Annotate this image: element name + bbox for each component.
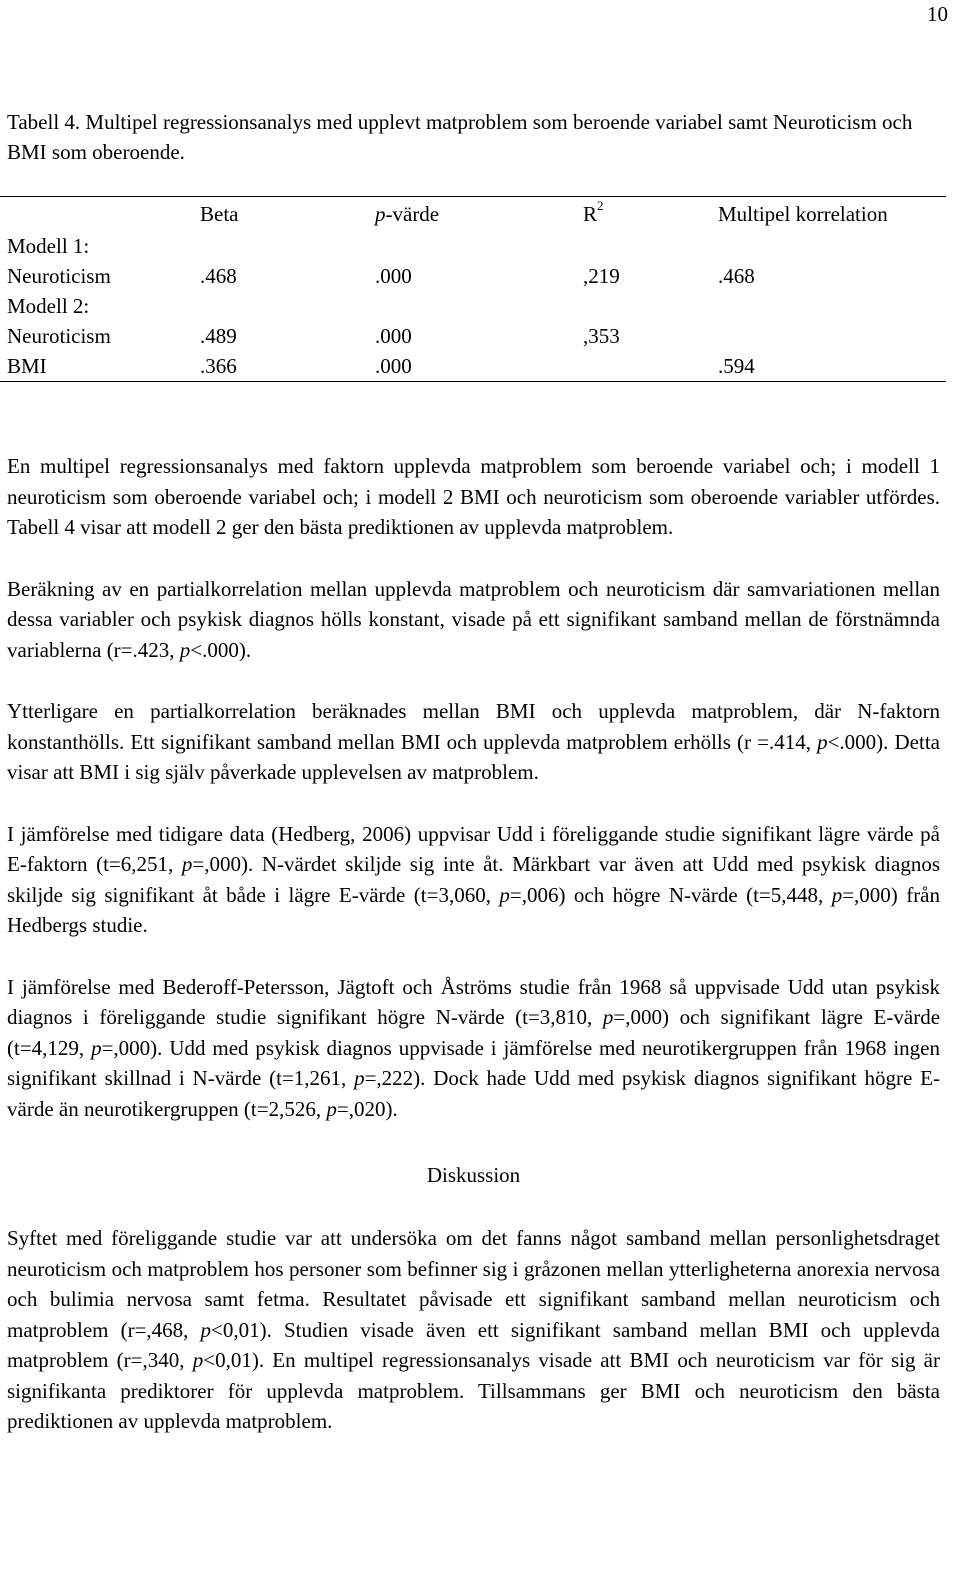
table-row (0, 321, 946, 351)
text-run: <0,01). Studien visade även ett signifikant samband mellan BMI och upplevda matproblem (r=,340, (7, 1317, 940, 1372)
section-heading: Diskussion (426, 1163, 521, 1187)
cell-p (375, 231, 583, 261)
italic-p: p (91, 1035, 102, 1060)
header-beta: Beta (200, 197, 375, 232)
row-label: Modell 2: (7, 294, 90, 318)
italic-p: p (602, 1005, 614, 1029)
text-run: <.000). Detta visar att BMI i sig själv påverkade upplevelsen av matproblem. (7, 729, 940, 784)
cell-multipel (718, 321, 946, 351)
text-run: <.000). (190, 637, 252, 662)
text-run: <0,01). En multipel regressionsanalys visade att BMI och neuroticism var för sig är signifikanta prediktorer för upplevda matproblem. Tillsammans ger BMI och neuroticism den bästa prediktionen av upplevda matproblem. (7, 1348, 940, 1433)
italic-p: p (831, 882, 843, 907)
text-run: =,000) och signifikant lägre E-värde (t=4,129, (7, 1005, 941, 1060)
cell-p: .000 (375, 351, 583, 382)
text-run: =,222). Dock hade Udd med psykisk diagnos signifikant högre E-värde än neurotikergruppen (t=2,526, (7, 1066, 940, 1121)
row-label: Neuroticism (7, 264, 111, 288)
italic-p: p (181, 852, 193, 876)
text-run: =,000). Udd med psykisk diagnos uppvisade i jämförelse med neurotikergruppen från 1968 ingen signifikant skillnad i N-värde (t=1,261, (7, 1035, 941, 1090)
regression-table (0, 196, 946, 382)
body-text (7, 451, 940, 1468)
italic-p: p (179, 637, 191, 662)
header-blank (0, 197, 200, 232)
row-label: Neuroticism (7, 324, 111, 348)
cell-p: .000 (375, 264, 412, 288)
text-run: =,000) från Hedbergs studie. (7, 882, 941, 937)
text-run: =,020). (336, 1096, 398, 1121)
cell-r2: ,219 (583, 264, 620, 288)
italic-p: p (499, 882, 510, 907)
italic-p: p (192, 1348, 204, 1372)
cell-multipel (718, 291, 946, 321)
text-run: I jämförelse med tidigare data (Hedberg, 2006) uppvisar Udd i föreliggande studie signifikant lägre värde på E-faktorn (t=6,251, (7, 821, 940, 876)
cell-beta (200, 231, 375, 261)
cell-r2 (583, 291, 718, 321)
cell-p (375, 291, 583, 321)
table-row (0, 261, 946, 291)
cell-r2 (583, 351, 718, 382)
italic-p: p (354, 1066, 365, 1090)
italic-p: p (326, 1096, 337, 1121)
cell-p: .000 (375, 324, 412, 348)
cell-multipel: .594 (718, 351, 946, 382)
header-r: R (583, 202, 598, 226)
cell-r2: ,353 (583, 324, 620, 348)
text-run: Syftet med föreliggande studie var att undersöka om det fanns något samband mellan personlighetsdraget neuroticism och matproblem hos personer som befinner sig i gråzonen mellan ytterligheterna anorexia nervosa och bulimia nervosa samt fetma. Resultatet påvisade ett signifikant samband mellan neuroticism och matproblem (r=,468, (7, 1226, 940, 1342)
cell-multipel (718, 231, 946, 261)
header-r-squared (583, 197, 718, 232)
cell-beta: .468 (200, 264, 237, 288)
italic-p: p (817, 729, 828, 754)
page-number: 10 (927, 2, 948, 26)
paragraph-regression: En multipel regressionsanalys med faktorn upplevda matproblem som beroende variabel och; i modell 1 neuroticism som oberoende variabel och; i modell 2 BMI och neuroticism som oberoende variabler utfördes. Tabell 4 visar att modell 2 ger den bästa prediktionen av upplevda matproblem. (7, 454, 940, 539)
header-p-value (375, 197, 583, 232)
header-multipel: Multipel korrelation (718, 197, 946, 232)
text-run: =,006) och högre N-värde (t=5,448, (509, 882, 832, 907)
paragraph-diskussion (7, 1223, 940, 1437)
text-run: Ytterligare en partialkorrelation beräknades mellan BMI och upplevda matproblem, där N-faktorn konstanthölls. Ett signifikant samband mellan BMI och upplevda matproblem erhölls (r =.414, (7, 699, 940, 754)
text-run: Beräkning av en partialkorrelation mellan upplevda matproblem och neuroticism där samvariationen mellan dessa variabler och psykisk diagnos hölls konstant, visade på ett signifikant samband mellan de förstnämnda variablerna (r=.423, (7, 576, 940, 662)
table-header-row (0, 197, 946, 232)
row-label: BMI (0, 351, 200, 382)
cell-multipel: .468 (718, 264, 755, 288)
text-run: I jämförelse med Bederoff-Petersson, Jägtoft och Åströms studie från 1968 så uppvisade Udd utan psykisk diagnos i föreliggande studie signifikant högre N-värde (t=3,810, (7, 974, 940, 1029)
paragraph-hedberg (7, 819, 940, 941)
cell-beta (200, 291, 375, 321)
cell-beta: .489 (200, 324, 237, 348)
table-row (0, 231, 946, 261)
paragraph-bederoff (7, 972, 940, 1125)
italic-p: p (200, 1317, 212, 1342)
paragraph-partialkorrelation-1 (7, 574, 940, 666)
cell-r2 (583, 231, 718, 261)
table-row (0, 351, 946, 382)
table-caption: Tabell 4. Multipel regressionsanalys med upplevt matproblem som beroende variabel samt Neuroticism och BMI som oberoende. (7, 110, 913, 164)
row-label: Modell 1: (7, 234, 90, 258)
table-row (0, 291, 946, 321)
text-run: =,000). N-värdet skiljde sig inte åt. Märkbart var även att Udd med psykisk diagnos skiljde sig signifikant åt både i lägre E-värde (t=3,060, (7, 852, 940, 907)
header-p-suffix: -värde (385, 202, 440, 226)
paragraph-partialkorrelation-2 (7, 696, 940, 788)
cell-beta: .366 (200, 351, 375, 382)
header-r-sup: 2 (597, 198, 604, 213)
header-p-italic: p (375, 202, 386, 226)
